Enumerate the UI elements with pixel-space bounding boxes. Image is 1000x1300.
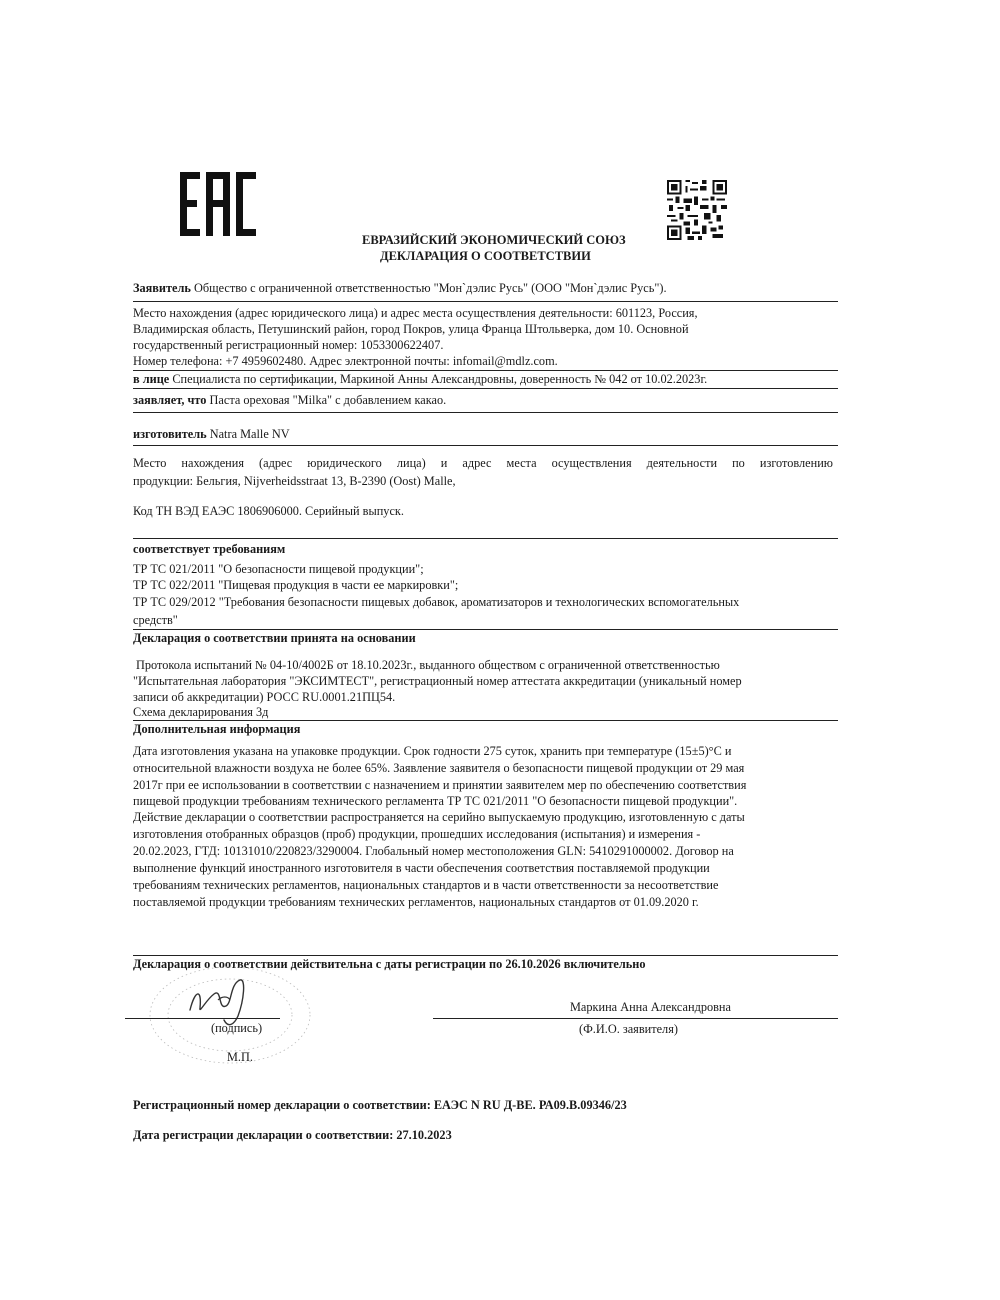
name-line <box>433 1018 838 1019</box>
divider <box>133 445 838 446</box>
eac-logo <box>178 170 258 238</box>
manufacturer-label: изготовитель <box>133 427 207 441</box>
qr-code <box>667 180 727 240</box>
applicant-contacts: Номер телефона: +7 4959602480. Адрес электронной почты: infomail@mdlz.com. <box>133 354 558 368</box>
divider <box>133 301 838 302</box>
basis-line: записи об аккредитации) РОСС RU.0001.21ПЦ54. <box>133 690 396 704</box>
additional-line: 20.02.2023, ГТД: 10131010/220823/3290004. Глобальный номер местоположения GLN: 5410291000002. Договор на <box>133 844 734 858</box>
signature-caption: (подпись) <box>211 1021 263 1035</box>
applicant-label: Заявитель <box>133 281 191 295</box>
additional-line: относительной влажности воздуха не более 65%. Заявление заявителя о безопасности пищевой продукции от 29 мая <box>133 761 745 775</box>
document-title: ДЕКЛАРАЦИЯ О СООТВЕТСТВИИ <box>380 249 591 263</box>
applicant-address-1: Место нахождения (адрес юридического лица) и адрес места осуществления деятельности: 601123, Россия, <box>133 306 698 320</box>
basis-line: "Испытательная лаборатория "ЭКСИМТЕСТ", регистрационный номер аттестата аккредитации (уникальный номер <box>133 674 742 688</box>
basis-scheme: Схема декларирования 3д <box>133 705 269 719</box>
manufacturer-address-1: Место нахождения (адрес юридического лица) и адрес места осуществления деятельности по изготовлению <box>133 456 833 470</box>
applicant-text: Общество с ограниченной ответственностью "Мон`дэлис Русь" (ООО "Мон`дэлис Русь"). <box>194 281 667 295</box>
union-name: ЕВРАЗИЙСКИЙ ЭКОНОМИЧЕСКИЙ СОЮЗ <box>362 233 626 247</box>
applicant-address-3: государственный регистрационный номер: 1053300622407. <box>133 338 444 352</box>
basis-line: Протокола испытаний № 04-10/4002Б от 18.10.2023г., выданного обществом с ограниченной ответственностью <box>136 658 720 672</box>
requirement-item: ТР ТС 021/2011 "О безопасности пищевой продукции"; <box>133 562 424 576</box>
requirement-item: ТР ТС 022/2011 "Пищевая продукция в части ее маркировки"; <box>133 578 459 592</box>
name-caption: (Ф.И.О. заявителя) <box>579 1022 678 1036</box>
additional-line: пищевой продукции требованиям технического регламента ТР ТС 021/2011 "О безопасности пищевой продукции". <box>133 794 738 808</box>
applicant-line <box>133 280 667 296</box>
requirement-item: ТР ТС 029/2012 "Требования безопасности пищевых добавок, ароматизаторов и технологических вспомогательных <box>133 595 740 609</box>
divider <box>133 412 838 413</box>
applicant-address-2: Владимирская область, Петушинский район, город Покров, улица Франца Штольверка, дом 10. Основной <box>133 322 689 336</box>
applicant-full-name: Маркина Анна Александровна <box>570 1000 731 1014</box>
declares-line <box>133 392 446 408</box>
divider <box>133 538 838 539</box>
requirement-item: средств" <box>133 613 178 627</box>
additional-line: Дата изготовления указана на упаковке продукции. Срок годности 275 суток, хранить при температуре (15±5)°С и <box>133 744 732 758</box>
additional-line: выполнение функций иностранного изготовителя в части обеспечения соответствия поставляемой продукции <box>133 861 710 875</box>
declares-label: заявляет, что <box>133 393 207 407</box>
product-code: Код ТН ВЭД ЕАЭС 1806906000. Серийный выпуск. <box>133 504 404 518</box>
additional-line: 2017г при ее использовании в соответствии с назначением и принятии заявителем мер по обеспечению соответствия <box>133 778 747 792</box>
stamp-caption: М.П. <box>227 1050 253 1064</box>
basis-label: Декларация о соответствии принята на основании <box>133 631 416 645</box>
person-text: Специалиста по сертификации, Маркиной Анны Александровны, доверенность № 042 от 10.02.2023г. <box>172 372 708 386</box>
additional-line: изготовления отобранных образцов (проб) продукции, прошедших исследования (испытания) и измерения - <box>133 827 701 841</box>
person-line <box>133 371 707 387</box>
person-label: в лице <box>133 372 170 386</box>
additional-label: Дополнительная информация <box>133 722 301 736</box>
additional-line: поставляемой продукции требованиям технических регламентов, национальных стандартов от 01.09.2020 г. <box>133 895 699 909</box>
registration-number: Регистрационный номер декларации о соответствии: ЕАЭС N RU Д-BE. РА09.В.09346/23 <box>133 1098 627 1112</box>
divider <box>133 388 838 389</box>
additional-line: Действие декларации о соответствии распространяется на серийно выпускаемую продукцию, изготовленную с даты <box>133 810 745 824</box>
validity-statement: Декларация о соответствии действительна с даты регистрации по 26.10.2026 включительно <box>133 957 646 971</box>
manufacturer-name: Natra Malle NV <box>209 427 290 441</box>
product-name: Паста ореховая "Milka" с добавлением какао. <box>209 393 447 407</box>
requirements-label: соответствует требованиям <box>133 542 286 556</box>
signature-line <box>125 1018 280 1019</box>
manufacturer-address-2: продукции: Бельгия, Nijverheidsstraat 13, B-2390 (Oost) Malle, <box>133 474 456 488</box>
additional-line: требованиям технических регламентов, национальных стандартов и в части ответственности за несоответствие <box>133 878 719 892</box>
manufacturer-line <box>133 426 290 442</box>
registration-date: Дата регистрации декларации о соответствии: 27.10.2023 <box>133 1128 452 1142</box>
